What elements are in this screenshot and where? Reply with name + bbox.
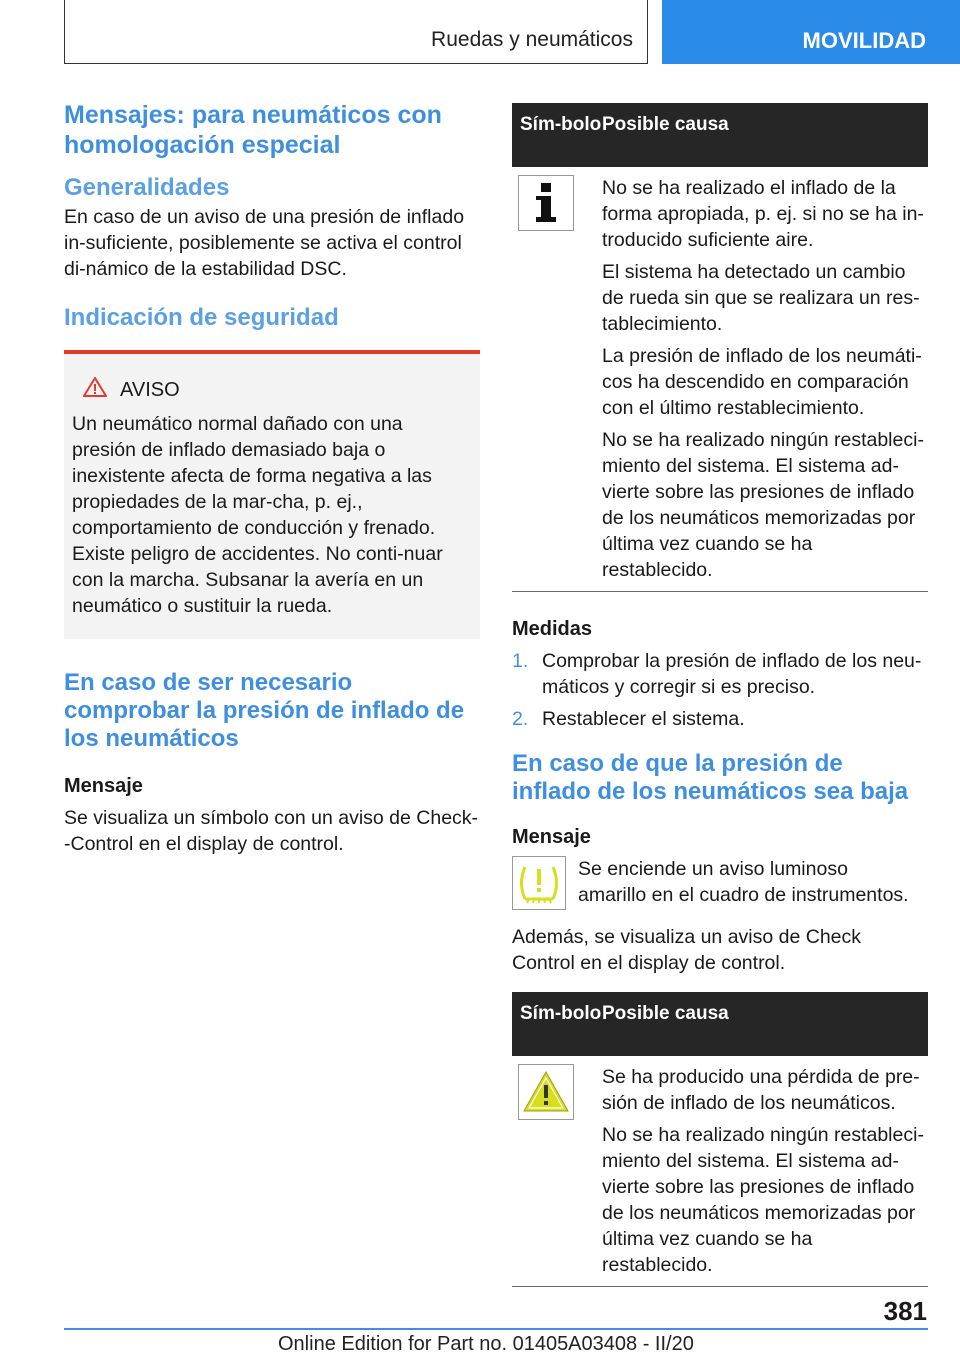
cause-text: No se ha realizado ningún restableci-miento del sistema. El sistema ad-vierte sobre las presiones de inflado de los neumáticos memorizadas por última vez cuando se ha restablecido.	[602, 1124, 924, 1276]
check-pressure-heading: En caso de ser necesario comprobar la presión de inflado de los neumáticos	[64, 669, 465, 752]
list-item-text: Restablecer el sistema.	[542, 708, 745, 730]
header-tab-movilidad[interactable]: MOVILIDAD	[662, 0, 960, 64]
warning-label: AVISO	[120, 378, 180, 401]
cause-table-2	[512, 992, 928, 1287]
general-heading: Generalidades	[64, 174, 230, 201]
warning-text: Un neumático normal dañado con una presión de inflado demasiado baja o inexistente afecta de forma negativa a las propiedades de la mar-cha, p. ej., comportamiento de conducción y frenado. Existe peligro de accidentes. No conti-nuar con la marcha. Subsanar la avería en un neumático o sustituir la rueda.	[72, 413, 443, 617]
info-icon	[518, 175, 574, 231]
measures-list	[512, 648, 928, 732]
warning-box	[64, 350, 480, 639]
cause-text: No se ha realizado ningún restableci-miento del sistema. El sistema ad-vierte sobre las presiones de inflado de los neumáticos memorizadas por última vez cuando se ha restablecido.	[602, 429, 924, 581]
message-label-right: Mensaje	[512, 826, 591, 848]
column-header-symbol: Sím-bolo	[520, 1003, 602, 1024]
safety-heading: Indicación de seguridad	[64, 304, 339, 331]
yellow-warning-icon	[518, 1064, 574, 1120]
message-label: Mensaje	[64, 775, 143, 797]
tire-pressure-warning-icon	[512, 856, 566, 910]
indicator-text: Se enciende un aviso luminoso amarillo en el cuadro de instrumentos.	[578, 858, 909, 906]
check-control-text: Además, se visualiza un aviso de Check Control en el display de control.	[512, 926, 862, 974]
column-header-cause: Posible causa	[602, 114, 729, 135]
measures-label: Medidas	[512, 618, 593, 640]
footer-divider	[64, 1328, 928, 1330]
message-text: Se visualiza un símbolo con un aviso de Check--Control en el display de control.	[64, 807, 479, 855]
column-header-symbol: Sím-bolo	[520, 114, 602, 135]
cause-text: Se ha producido una pérdida de pre-sión de inflado de los neumáticos.	[602, 1066, 920, 1114]
general-text: En caso de un aviso de una presión de inflado in-suficiente, posiblemente se activa el control di-námico de la estabilidad DSC.	[64, 206, 465, 280]
list-item	[512, 706, 928, 732]
symbol-cell	[512, 175, 602, 583]
cause-cell	[602, 1064, 928, 1278]
cause-text: El sistema ha detectado un cambio de rueda sin que se realizara un res-tablecimiento.	[602, 261, 920, 335]
table-row	[512, 1056, 928, 1287]
list-item-number: 1.	[512, 650, 529, 672]
right-column	[512, 103, 928, 1287]
header-frame	[64, 0, 648, 64]
cause-table-1	[512, 103, 928, 592]
table-header	[512, 103, 928, 167]
list-item	[512, 648, 928, 700]
cause-text: La presión de inflado de los neumáti-cos ha descendido en comparación con el último restablecimiento.	[602, 345, 922, 419]
table-row	[512, 167, 928, 592]
cause-cell	[602, 175, 928, 583]
column-header-cause: Posible causa	[602, 1003, 729, 1024]
table-header	[512, 992, 928, 1056]
footer-edition: Online Edition for Part no. 01405A03408 - II/20	[278, 1333, 694, 1355]
page-title: Mensajes: para neumáticos con homologación especial	[64, 101, 442, 159]
list-item-text: Comprobar la presión de inflado de los neu-máticos y corregir si es preciso.	[542, 650, 922, 698]
cause-text: No se ha realizado el inflado de la forma apropiada, p. ej. si no se ha in-troducido suficiente aire.	[602, 177, 924, 251]
warning-header	[82, 376, 470, 403]
header-section-title: Ruedas y neumáticos	[431, 28, 633, 51]
warning-triangle-icon	[82, 376, 108, 403]
page-number: 381	[883, 1296, 927, 1326]
symbol-cell	[512, 1064, 602, 1278]
list-item-number: 2.	[512, 708, 529, 730]
indicator-row	[512, 856, 928, 910]
low-pressure-heading: En caso de que la presión de inflado de los neumáticos sea baja	[512, 750, 909, 805]
left-column	[64, 100, 480, 857]
